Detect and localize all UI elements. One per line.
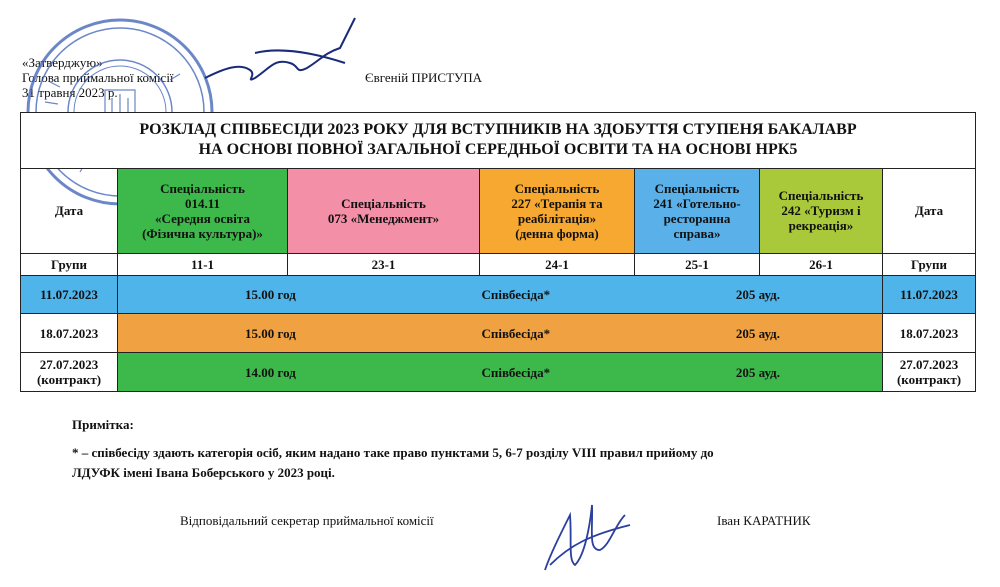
speciality-242-l3: рекреація» [788, 218, 854, 234]
groups-header-left: Групи [21, 253, 118, 275]
schedule-title-line-1: РОЗКЛАД СПІВБЕСІДИ 2023 РОКУ ДЛЯ ВСТУПНИКІВ НА ЗДОБУТТЯ СТУПЕНЯ БАКАЛАВР [139, 121, 857, 139]
row-2-date-right: 18.07.2023 [883, 314, 976, 353]
approval-line-3: 31 травня 2023 р. [22, 85, 118, 100]
row-2-event: Співбесіда* [481, 325, 551, 341]
row-1-time: 15.00 год [245, 286, 296, 302]
speciality-014-l4: (Фізична культура)» [142, 225, 263, 241]
secretary-name: Іван КАРАТНИК [717, 513, 811, 528]
row-2-room: 205 ауд. [735, 325, 780, 341]
speciality-014-l3: «Середня освіта [155, 210, 250, 226]
speciality-241 [635, 168, 760, 253]
row-2-time: 15.00 год [245, 325, 296, 341]
groups-header-right: Групи [883, 253, 976, 275]
speciality-014 [118, 168, 288, 253]
speciality-242-l2: 242 «Туризм і [781, 203, 861, 219]
approval-line-1: «Затверджую» [22, 55, 103, 70]
row-1-band [118, 275, 883, 314]
table-row [21, 275, 976, 314]
speciality-227-l1: Спеціальність [514, 180, 600, 196]
group-26-1: 26-1 [760, 253, 883, 275]
note-title: Примітка: [72, 417, 134, 432]
schedule-table [20, 112, 976, 392]
speciality-241-l3: ресторанна [663, 210, 731, 226]
group-24-1: 24-1 [480, 253, 635, 275]
approval-block [22, 55, 174, 100]
schedule-title-line-2: НА ОСНОВІ ПОВНОЇ ЗАГАЛЬНОЇ СЕРЕДНЬОЇ ОСВІТИ ТА НА ОСНОВІ НРК5 [198, 141, 798, 159]
note-text-line-2: ЛДУФК імені Івана Боберського у 2023 році. [72, 465, 335, 480]
row-3-room: 205 ауд. [735, 364, 780, 380]
row-2-date-left: 18.07.2023 [21, 314, 118, 353]
speciality-227-l2: 227 «Терапія та [511, 195, 603, 211]
speciality-227-l3: реабілітація» [517, 210, 597, 226]
table-row [21, 353, 976, 392]
row-3-date-left-2: (контракт) [36, 372, 102, 388]
speciality-014-l2: 014.11 [184, 195, 221, 211]
row-3-date-right-1: 27.07.2023 [899, 357, 959, 373]
speciality-242-l1: Спеціальність [778, 188, 864, 204]
group-23-1: 23-1 [288, 253, 480, 275]
speciality-014-l1: Спеціальність [160, 180, 245, 196]
note-text-line-1: * – співбесіду здають категорія осіб, яким надано таке право пунктами 5, 6-7 розділу VIII правил прийому до [72, 445, 714, 460]
speciality-227 [480, 168, 635, 253]
speciality-227-l4: (денна форма) [515, 225, 599, 241]
table-row [21, 314, 976, 353]
row-3-event: Співбесіда* [481, 364, 551, 380]
row-2-band [118, 314, 883, 353]
row-3-time: 14.00 год [245, 364, 296, 380]
speciality-242 [760, 168, 883, 253]
approval-line-2: Голова приймальної комісії [22, 70, 174, 85]
row-1-room: 205 ауд. [735, 286, 780, 302]
speciality-073-l2: 073 «Менеджмент» [327, 210, 440, 226]
speciality-241-l1: Спеціальність [654, 180, 740, 196]
row-3-date-left-1: 27.07.2023 [39, 357, 99, 373]
row-1-date-left: 11.07.2023 [21, 275, 118, 314]
row-3-date-left [21, 353, 118, 392]
row-1-event: Співбесіда* [481, 286, 551, 302]
speciality-241-l4: справа» [673, 225, 721, 241]
row-3-date-right [883, 353, 976, 392]
speciality-241-l2: 241 «Готельно- [653, 195, 741, 211]
speciality-073 [288, 168, 480, 253]
note-text [72, 443, 852, 483]
date-header-left: Дата [21, 168, 118, 253]
speciality-073-l1: Спеціальність [341, 195, 426, 211]
secretary-position: Відповідальний секретар приймальної комісії [180, 513, 434, 528]
group-25-1: 25-1 [635, 253, 760, 275]
group-11-1: 11-1 [118, 253, 288, 275]
approver-name: Євгеній ПРИСТУПА [365, 70, 483, 85]
signature-top-icon [195, 8, 365, 98]
signature-bottom-icon [530, 495, 640, 580]
schedule-title [21, 113, 976, 169]
row-3-date-right-2: (контракт) [896, 372, 962, 388]
row-1-date-right: 11.07.2023 [883, 275, 976, 314]
date-header-right: Дата [883, 168, 976, 253]
row-3-band [118, 353, 883, 392]
